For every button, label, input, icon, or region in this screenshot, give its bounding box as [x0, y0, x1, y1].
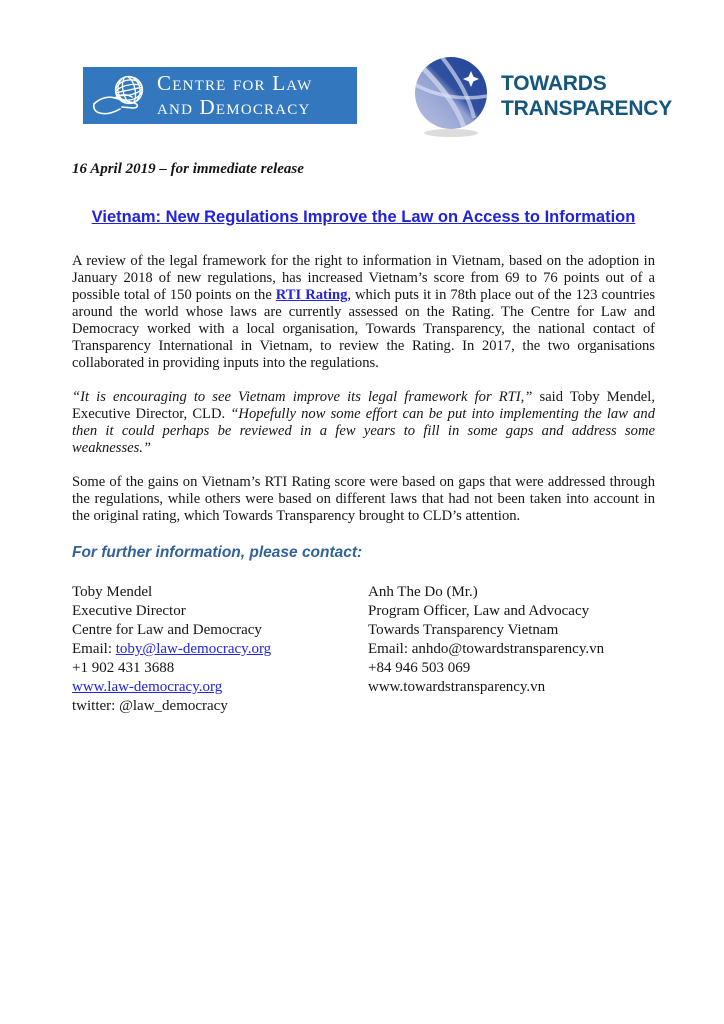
- cld-logo-text: [157, 73, 312, 118]
- contact-right-column: [368, 583, 655, 716]
- cld-email-link[interactable]: toby@law-democracy.org: [115, 641, 272, 657]
- quote-part2: “Hopefully now some effort can be put into implementing the law and then it could perhaps be reviewed in a few years to fill in some gaps and address some weaknesses.”: [72, 406, 655, 456]
- contact-title: Program Officer, Law and Advocacy: [368, 603, 590, 619]
- paragraph-overview-text-before: A review of the legal framework for the right to information in Vietnam, based on the adoption in January 2018 of new regulations, has increased Vietnam’s score from 69 to 76 points out of a possible total of 150 points on the: [72, 253, 655, 303]
- contact-phone: +1 902 431 3688: [72, 660, 175, 676]
- contact-twitter: twitter: @law_democracy: [72, 698, 228, 714]
- contact-heading: For further information, please contact:: [72, 544, 363, 561]
- rti-rating-link[interactable]: RTI Rating: [275, 287, 348, 303]
- globe-swoosh-star-icon: [411, 54, 491, 138]
- cld-website-link[interactable]: www.law-democracy.org: [72, 679, 223, 695]
- contact-phone: +84 946 503 069: [368, 660, 471, 676]
- tt-website-text: www.towardstransparency.vn: [368, 679, 546, 695]
- contact-org: Centre for Law and Democracy: [72, 622, 262, 638]
- contact-email-line: [72, 640, 368, 659]
- cld-logo: [83, 67, 357, 124]
- contact-email-line: [368, 640, 655, 659]
- contact-website-line: [72, 678, 368, 697]
- paragraph-overview-text-after: , which puts it in 78th place out of the 123 countries around the world whose laws are currently assessed on the Rating. The Centre for Law and Democracy worked with a local organisation, Towards Transparency, the national contact of Transparency International in Vietnam, to review the Rating. In 2017, the two organisations collaborated in providing inputs into the regulations.: [72, 287, 655, 371]
- contact-title: Executive Director: [72, 603, 186, 619]
- towards-transparency-logo: [411, 54, 672, 138]
- contact-name: Toby Mendel: [72, 584, 153, 600]
- email-label: Email:: [72, 641, 116, 657]
- document-body: [72, 160, 655, 716]
- hand-globe-icon: [91, 70, 153, 122]
- tt-logo-line2: TRANSPARENCY: [501, 97, 673, 120]
- contact-block: [72, 583, 655, 716]
- cld-logo-line2: and Democracy: [157, 95, 311, 119]
- paragraph-overview: [72, 253, 655, 372]
- tt-logo-text: [501, 71, 672, 121]
- contact-name: Anh The Do (Mr.): [368, 584, 478, 600]
- tt-email-text: anhdo@towardstransparency.vn: [411, 641, 605, 657]
- contact-left-column: [72, 583, 368, 716]
- quote-part1: “It is encouraging to see Vietnam improve its legal framework for RTI,”: [72, 389, 533, 405]
- date-line: 16 April 2019 – for immediate release: [72, 161, 304, 177]
- contact-org: Towards Transparency Vietnam: [368, 622, 559, 638]
- quote-attribution: said Toby Mendel, Executive Director, CLD.: [72, 389, 655, 422]
- tt-logo-line1: TOWARDS: [501, 72, 607, 95]
- paragraph-quote: [72, 389, 655, 457]
- cld-logo-line1: Centre for Law: [157, 71, 313, 95]
- page-title: Vietnam: New Regulations Improve the Law on Access to Information: [91, 208, 636, 226]
- email-label: Email:: [368, 641, 412, 657]
- paragraph-gains: Some of the gains on Vietnam’s RTI Rating score were based on gaps that were addressed through the regulations, while others were based on different laws that had not been taken into account in the original rating, which Towards Transparency brought to CLD’s attention.: [72, 474, 655, 524]
